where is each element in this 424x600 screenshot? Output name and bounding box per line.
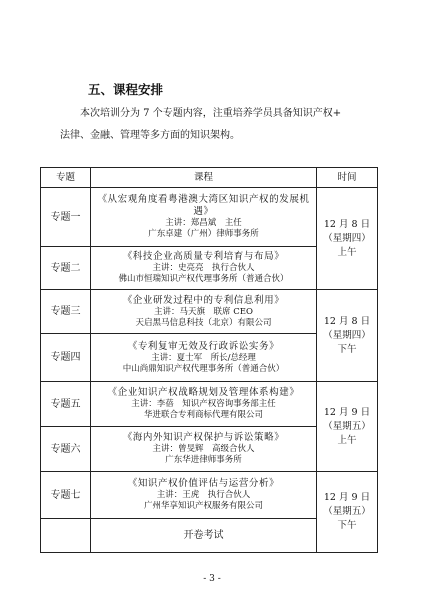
course-cell	[91, 382, 317, 427]
topic-cell: 专题一	[41, 188, 91, 247]
organization: 中山尚鼎知识产权代理事务所（普通合伙）	[122, 363, 285, 374]
date: 12 月 9 日	[323, 492, 371, 503]
period: 下午	[337, 520, 357, 531]
course-title: 《科技企业高质量专利培育与布局》	[122, 251, 285, 262]
course-cell	[91, 247, 317, 290]
intro-line-1: 本次培训分为 7 个专题内容，注重培养学员具备知识产权+	[80, 108, 342, 119]
course-cell	[91, 188, 317, 247]
weekday: （星期五）	[323, 420, 371, 432]
weekday: （星期五）	[323, 506, 371, 517]
time-cell	[317, 188, 378, 290]
lecturer: 主讲：夏士军 所长/总经理	[151, 352, 256, 363]
period: 下午	[337, 343, 357, 355]
course-cell	[91, 334, 317, 382]
organization: 华进联合专利商标代理有限公司	[143, 410, 263, 420]
table-row	[41, 382, 378, 427]
intro-paragraph	[60, 103, 376, 147]
course-title: 《企业研发过程中的专利信息利用》	[122, 294, 285, 306]
lecturer: 主讲：郑昌斌 主任	[165, 218, 242, 228]
weekday: （星期四）	[323, 329, 371, 341]
organization: 佛山市恒瑞知识产权代理事务所（普通合伙）	[118, 274, 289, 284]
lecturer: 主讲：史亮亮 执行合伙人	[152, 263, 255, 273]
organization: 天启黑马信息科技（北京）有限公司	[135, 317, 272, 328]
lecturer: 主讲：马天旗 联席 CEO	[154, 306, 253, 317]
course-title: 《企业知识产权战略规划及管理体系构建》	[107, 387, 300, 398]
course-title: 《专利复审无效及行政诉讼实务》	[127, 340, 280, 352]
course-title: 《从宏观角度看粤港澳大湾区知识产权的发展机遇》	[97, 194, 310, 217]
course-title: 《海内外知识产权保护与诉讼策略》	[122, 432, 285, 443]
course-cell	[91, 290, 317, 334]
table-row	[41, 472, 378, 519]
period: 上午	[337, 434, 357, 446]
period: 上午	[337, 246, 357, 258]
course-title: 《知识产权价值评估与运营分析》	[127, 478, 280, 489]
topic-cell: 专题二	[41, 247, 91, 290]
weekday: （星期四）	[323, 232, 371, 244]
exam-cell: 开卷考试	[91, 519, 317, 553]
organization: 广东卓建（广州）律师事务所	[148, 229, 259, 239]
date: 12 月 8 日	[323, 315, 371, 327]
time-cell	[317, 382, 378, 472]
page-number: - 3 -	[203, 574, 221, 584]
empty-topic-cell	[41, 519, 91, 553]
course-cell	[91, 427, 317, 472]
lecturer: 主讲：曾旻辉 高级合伙人	[152, 444, 255, 454]
topic-cell: 专题四	[41, 334, 91, 382]
topic-cell: 专题六	[41, 427, 91, 472]
date: 12 月 9 日	[323, 406, 371, 418]
time-cell	[317, 290, 378, 382]
header-course: 课程	[91, 168, 317, 188]
table-row	[41, 188, 378, 247]
topic-cell: 专题五	[41, 382, 91, 427]
table-row	[41, 290, 378, 334]
table-header-row	[41, 168, 378, 188]
lecturer: 主讲：王虎 执行合伙人	[156, 490, 251, 500]
topic-cell: 专题七	[41, 472, 91, 519]
topic-cell: 专题三	[41, 290, 91, 334]
header-time: 时间	[317, 168, 378, 188]
organization: 广东华进律师事务所	[165, 455, 242, 465]
intro-line-2: 法律、金融、管理等多方面的知识架构。	[60, 130, 240, 141]
header-topic: 专题	[41, 168, 91, 188]
section-title: 五、课程安排	[88, 82, 164, 97]
time-cell	[317, 472, 378, 553]
date: 12 月 8 日	[323, 218, 371, 230]
organization: 广州华享知识产权服务有限公司	[143, 501, 263, 511]
course-cell	[91, 472, 317, 519]
course-schedule-table	[40, 167, 378, 553]
lecturer: 主讲：李蓓 知识产权咨询事务部主任	[131, 399, 276, 409]
